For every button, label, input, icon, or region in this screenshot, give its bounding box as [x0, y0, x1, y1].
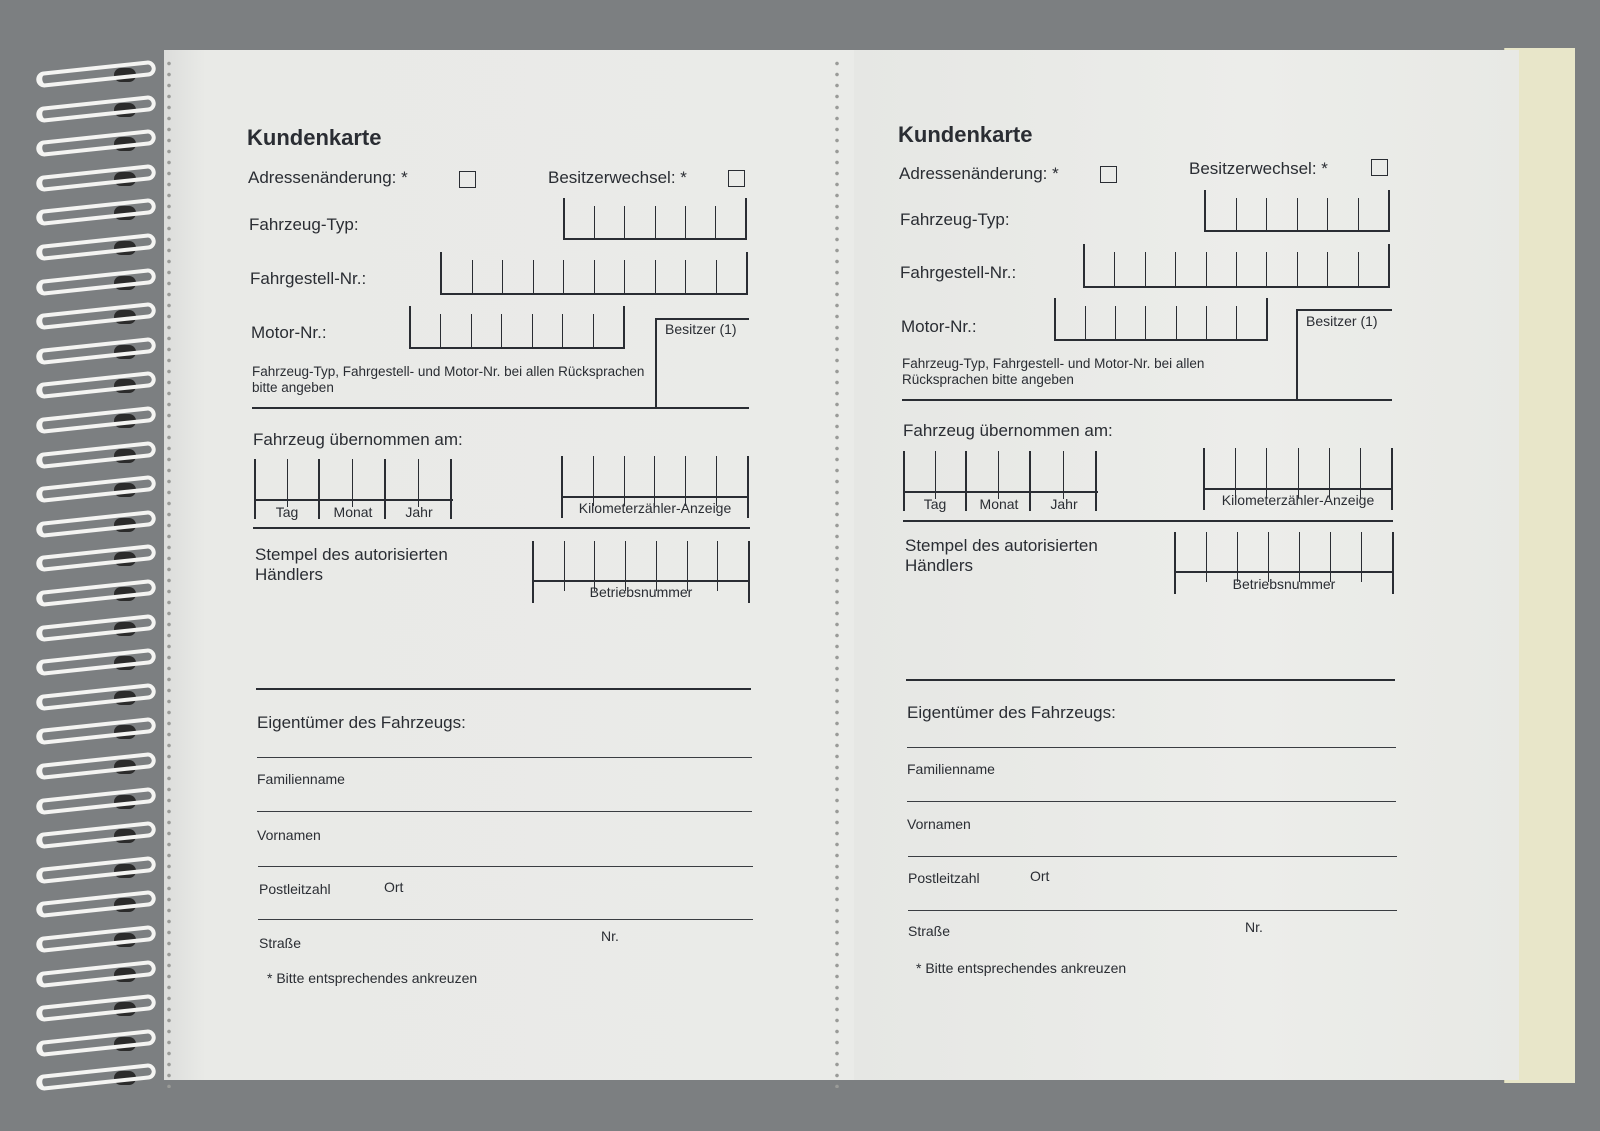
spiral-ring — [35, 60, 156, 88]
spiral-ring — [35, 856, 156, 884]
spiral-ring — [35, 752, 156, 780]
separator-2 — [253, 527, 750, 529]
year-caption: Jahr — [405, 504, 433, 520]
odometer-caption: Kilometerzähler-Anzeige — [578, 500, 732, 516]
house-number-caption: Nr. — [1245, 919, 1263, 935]
spiral-ring — [35, 890, 156, 918]
first-names-caption: Vornamen — [257, 827, 321, 843]
spiral-ring — [35, 648, 156, 676]
surname-line[interactable] — [907, 747, 1396, 748]
identification-note: Fahrzeug-Typ, Fahrgestell- und Motor-Nr. bei allen Rücksprachen bitte angeben — [252, 364, 645, 395]
spiral-ring — [35, 717, 156, 745]
first-names-caption: Vornamen — [907, 816, 971, 832]
chassis-no-label: Fahrgestell-Nr.: — [250, 269, 367, 288]
spiral-ring — [35, 1029, 156, 1057]
engine-no-label: Motor-Nr.: — [251, 323, 327, 342]
year-caption: Jahr — [1050, 496, 1078, 512]
chassis-no-boxes[interactable] — [440, 252, 748, 295]
month-caption: Monat — [979, 496, 1019, 512]
spiral-ring — [35, 406, 156, 434]
owner-change-checkbox[interactable] — [728, 170, 745, 187]
city-caption: Ort — [1030, 868, 1050, 884]
owner-box-divider — [1296, 310, 1298, 400]
spiral-ring — [35, 267, 156, 295]
street-line[interactable] — [908, 910, 1397, 911]
owner-heading: Eigentümer des Fahrzeugs: — [257, 713, 466, 732]
owner-change-checkbox[interactable] — [1371, 159, 1388, 176]
engine-no-boxes[interactable] — [409, 306, 625, 349]
spiral-ring — [35, 579, 156, 607]
owner-box-divider — [655, 318, 657, 408]
separator-1 — [902, 399, 1392, 401]
card-title: Kundenkarte — [898, 122, 1033, 147]
footnote: * Bitte entsprechendes ankreuzen — [916, 960, 1127, 976]
engine-no-boxes[interactable] — [1054, 298, 1268, 341]
dealer-stamp-label: Stempel des autorisierten Händlers — [905, 536, 1098, 575]
spiral-ring — [35, 198, 156, 226]
dealer-no-caption: Betriebsnummer — [1232, 576, 1336, 592]
odometer-baseline — [561, 496, 749, 498]
day-caption: Tag — [275, 504, 299, 520]
dealer-stamp-label: Stempel des autorisierten Händlers — [255, 545, 448, 584]
spiral-ring — [35, 164, 156, 192]
spiral-ring — [35, 302, 156, 330]
center-perforation — [834, 58, 840, 1088]
spiral-ring — [35, 959, 156, 987]
spiral-ring — [35, 337, 156, 365]
separator-2 — [903, 520, 1393, 522]
spiral-ring — [35, 440, 156, 468]
city-caption: Ort — [384, 879, 404, 895]
spiral-ring — [35, 94, 156, 122]
spiral-ring — [35, 371, 156, 399]
spiral-ring — [35, 613, 156, 641]
surname-line[interactable] — [257, 757, 752, 758]
dealer-no-baseline — [1174, 571, 1394, 573]
chassis-no-boxes[interactable] — [1083, 244, 1390, 288]
owner-heading: Eigentümer des Fahrzeugs: — [907, 703, 1116, 722]
card-title: Kundenkarte — [247, 125, 382, 150]
vehicle-type-label: Fahrzeug-Typ: — [249, 215, 359, 234]
address-change-label: Adressenänderung: * — [899, 164, 1059, 183]
taken-over-label: Fahrzeug übernommen am: — [903, 421, 1113, 440]
vehicle-type-boxes[interactable] — [563, 198, 747, 240]
postcode-caption: Postleitzahl — [259, 881, 331, 897]
stamp-line — [906, 679, 1395, 681]
owner-box-label: Besitzer (1) — [1306, 313, 1378, 329]
spiral-ring — [35, 544, 156, 572]
surname-caption: Familienname — [907, 761, 995, 777]
postcode-city-line[interactable] — [908, 856, 1397, 857]
date-baseline — [254, 499, 453, 501]
identification-note: Fahrzeug-Typ, Fahrgestell- und Motor-Nr. bei allen Rücksprachen bitte angeben — [902, 356, 1205, 387]
spiral-ring — [35, 475, 156, 503]
day-caption: Tag — [923, 496, 947, 512]
spiral-ring — [35, 129, 156, 157]
spiral-ring — [35, 233, 156, 261]
address-change-label: Adressenänderung: * — [248, 168, 408, 187]
owner-box-top — [655, 318, 749, 320]
dealer-no-baseline — [532, 580, 750, 582]
spiral-ring — [35, 510, 156, 538]
customer-card-right — [898, 38, 1418, 1108]
owner-change-label: Besitzerwechsel: * — [548, 168, 687, 187]
owner-box-label: Besitzer (1) — [665, 321, 737, 337]
stamp-line — [256, 688, 751, 690]
street-caption: Straße — [908, 923, 951, 939]
vehicle-type-label: Fahrzeug-Typ: — [900, 210, 1010, 229]
footnote: * Bitte entsprechendes ankreuzen — [267, 970, 478, 986]
taken-over-label: Fahrzeug übernommen am: — [253, 430, 463, 449]
street-line[interactable] — [258, 919, 753, 920]
spiral-ring — [35, 994, 156, 1022]
street-caption: Straße — [259, 935, 302, 951]
spiral-ring — [35, 821, 156, 849]
first-names-line[interactable] — [907, 801, 1396, 802]
odometer-caption: Kilometerzähler-Anzeige — [1221, 492, 1375, 508]
owner-change-label: Besitzerwechsel: * — [1189, 159, 1328, 178]
separator-1 — [252, 407, 749, 409]
spiral-ring — [35, 786, 156, 814]
postcode-caption: Postleitzahl — [908, 870, 980, 886]
customer-card-left — [247, 38, 767, 1108]
address-change-checkbox[interactable] — [1100, 166, 1117, 183]
spiral-ring — [35, 925, 156, 953]
date-baseline — [903, 491, 1098, 493]
dealer-no-caption: Betriebsnummer — [589, 584, 693, 600]
surname-caption: Familienname — [257, 771, 345, 787]
engine-no-label: Motor-Nr.: — [901, 317, 977, 336]
month-caption: Monat — [333, 504, 373, 520]
chassis-no-label: Fahrgestell-Nr.: — [900, 263, 1017, 282]
owner-box-top — [1296, 309, 1392, 311]
spiral-binding — [14, 38, 174, 1108]
house-number-caption: Nr. — [601, 928, 619, 944]
odometer-baseline — [1203, 488, 1393, 490]
spiral-ring — [35, 1063, 156, 1091]
spiral-ring — [35, 683, 156, 711]
postcode-city-line[interactable] — [258, 866, 753, 867]
address-change-checkbox[interactable] — [459, 171, 476, 188]
vehicle-type-boxes[interactable] — [1204, 190, 1390, 232]
first-names-line[interactable] — [257, 811, 752, 812]
spiral-booklet — [14, 38, 1564, 1108]
